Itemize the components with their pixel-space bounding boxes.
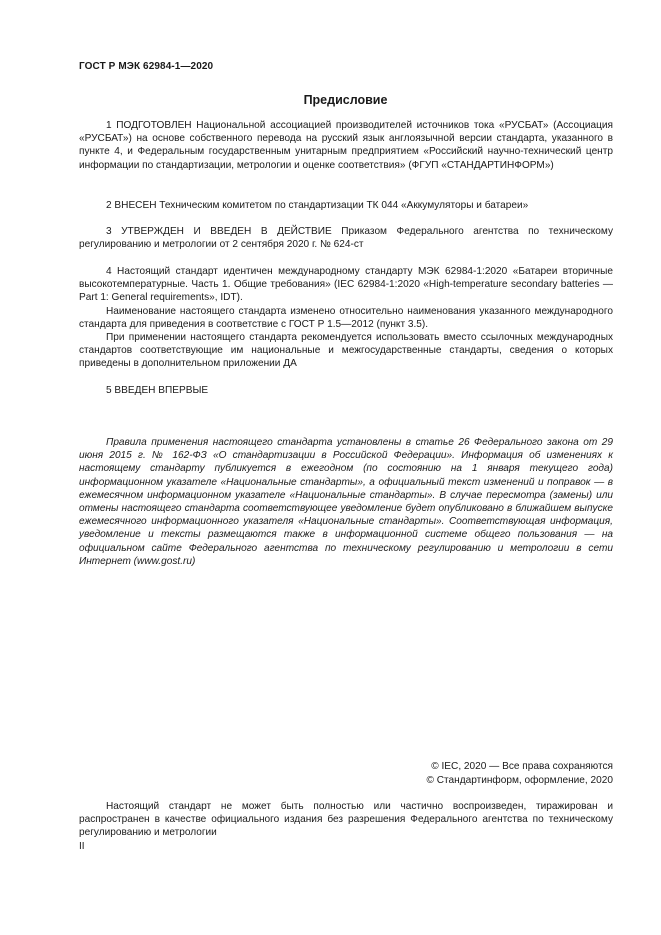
application-rules-notice: Правила применения настоящего стандарта установлены в статье 26 Федерального закона от 29 июня 2015 г. № 162-ФЗ «О стандартизации в Российской Федерации». Информация об изменениях к настоящему стандарту публикуется в ежегодном (по состоянию на 1 января текущего года) информационном указателе «Национальные стандарты», а официальный текст изменений и поправок — в ежемесячном информационном указателе «Национальные стандарты». В случае пересмотра (замены) или отмены настоящего стандарта соответствующее уведомление будет опубликовано в ближайшем выпуске ежемесячного информационного указателя «Национальные стандарты». Соответствующая информация, уведомление и тексты размещаются также в информационной системе общего пользования — на официальном сайте Федерального агентства по техническому регулированию и метрологии в сети Интернет (www.gost.ru) — [79, 437, 613, 567]
preface-item-1: 1 ПОДГОТОВЛЕН Национальной ассоциацией производителей источников тока «РУСБАТ» (Ассоциация «РУСБАТ») на основе собственного перевода на русский язык англоязычной версии стандарта, указанного в пункте 4, и Федеральным государственным унитарным предприятием «Российский научно-технический центр информации по стандартизации, метрологии и оценке соответствия» (ФГУП «СТАНДАРТИНФОРМ») — [79, 120, 613, 171]
preface-item-5: 5 ВВЕДЕН ВПЕРВЫЕ — [106, 385, 209, 396]
copyright-standartinform: © Стандартинформ, оформление, 2020 — [426, 775, 613, 786]
standard-code-header: ГОСТ Р МЭК 62984-1—2020 — [79, 61, 214, 72]
preface-item-4: 4 Настоящий стандарт идентичен международному стандарту МЭК 62984-1:2020 «Батареи вторичные высокотемпературные. Часть 1. Общие требования» (IEC 62984-1:2020 «High-temperature secondary batteries — Part 1: General requirements», IDT). — [79, 266, 613, 304]
preface-item-4-usage-note: При применении настоящего стандарта рекомендуется использовать вместо ссылочных международных стандартов соответствующие им национальные и межгосударственные стандарты, сведения о которых приведены в дополнительном приложении ДА — [79, 332, 613, 370]
preface-item-4-name-note: Наименование настоящего стандарта изменено относительно наименования указанного международного стандарта для приведения в соответствие с ГОСТ Р 1.5—2012 (пункт 3.5). — [79, 306, 613, 331]
preface-title: Предисловие — [303, 93, 388, 107]
preface-item-2: 2 ВНЕСЕН Техническим комитетом по стандартизации ТК 044 «Аккумуляторы и батареи» — [106, 200, 529, 211]
copyright-iec: © IEC, 2020 — Все права сохраняются — [431, 761, 613, 772]
page-number: II — [79, 841, 85, 852]
reproduction-notice: Настоящий стандарт не может быть полностью или частично воспроизведен, тиражирован и распространен в качестве официального издания без разрешения Федерального агентства по техническому регулированию и метрологии — [79, 801, 613, 839]
preface-item-3: 3 УТВЕРЖДЕН И ВВЕДЕН В ДЕЙСТВИЕ Приказом Федерального агентства по техническому регулированию и метрологии от 2 сентября 2020 г. № 624-ст — [79, 226, 613, 251]
